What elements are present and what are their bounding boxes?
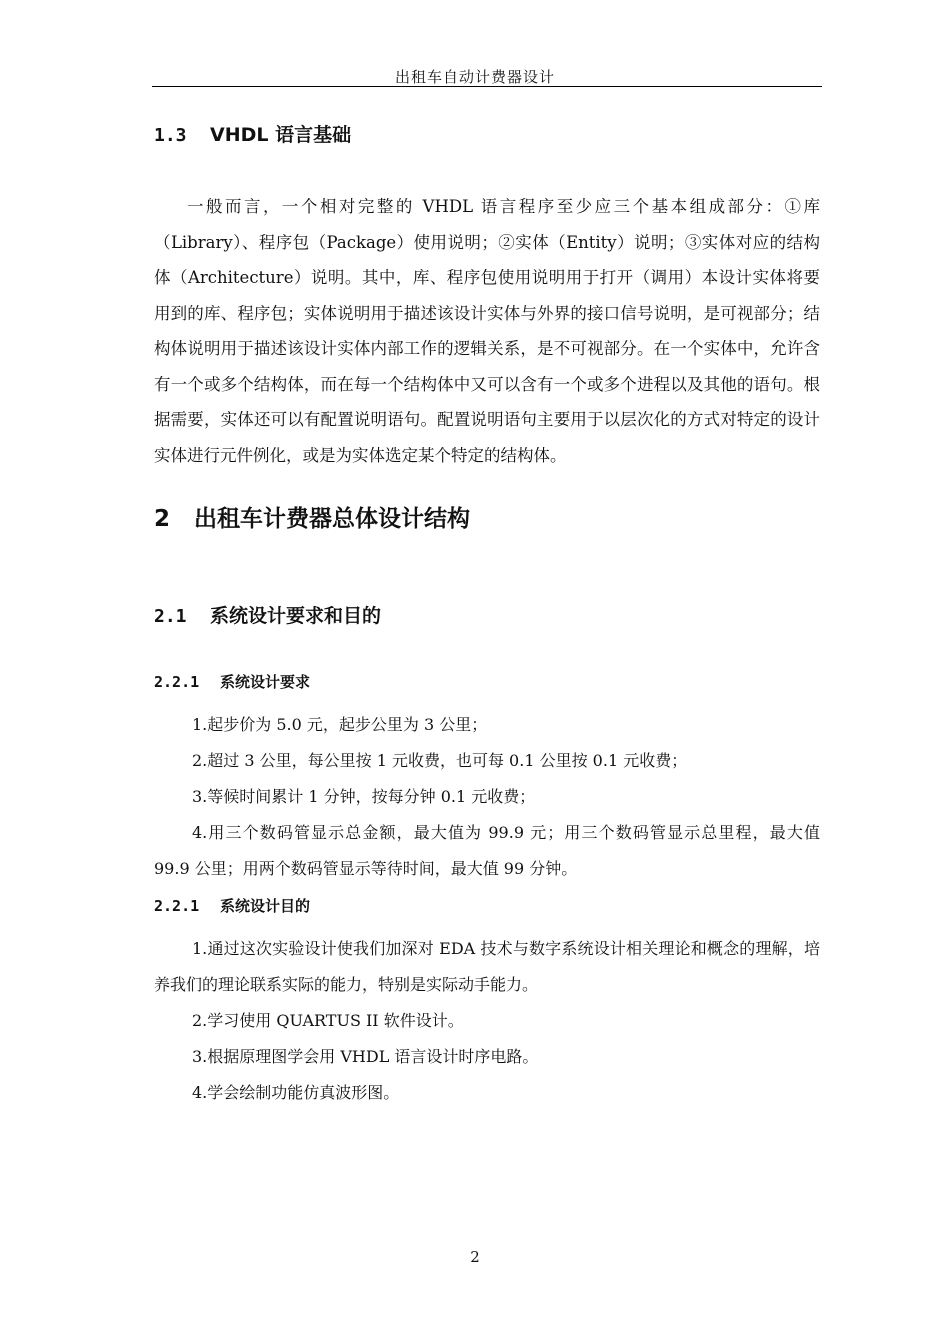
section-number: 1.3 [154, 125, 187, 146]
section-title: 系统设计要求和目的 [210, 605, 382, 627]
chapter-number: 2 [154, 506, 171, 532]
subsection-title: 系统设计要求 [220, 673, 311, 691]
requirement-item: 2.超过 3 公里，每公里按 1 元收费，也可每 0.1 公里按 0.1 元收费； [192, 751, 688, 770]
chapter-heading-2 [154, 499, 820, 539]
vhdl-basics-paragraph: 一般而言，一个相对完整的 VHDL 语言程序至少应三个基本组成部分：①库（Library）、程序包（Package）使用说明；②实体（Entity）说明；③实体对应的结构体（Architecture）说明。其中，库、程序包使用说明用于打开（调用）本设计实体将要用到的库、程序包；实体说明用于描述该设计实体与外界的接口信号说明，是可视部分；结构体说明用于描述该设计实体内部工作的逻辑关系，是不可视部分。在一个实体中，允许含有一个或多个结构体，而在每一个结构体中又可以含有一个或多个进程以及其他的语句。根据需要，实体还可以有配置说明语句。配置说明语句主要用于以层次化的方式对特定的设计实体进行元件例化，或是为实体选定某个特定的结构体。 [154, 197, 820, 465]
subsection-number: 2.2.1 [154, 897, 200, 915]
section-heading-1-3 [154, 118, 820, 152]
requirement-item: 3.等候时间累计 1 分钟，按每分钟 0.1 元收费； [192, 787, 536, 806]
section-title: VHDL 语言基础 [210, 124, 352, 146]
goal-item: 4.学会绘制功能仿真波形图。 [192, 1083, 400, 1102]
requirement-item: 1.起步价为 5.0 元，起步公里为 3 公里； [192, 715, 488, 734]
subsection-heading-goals [154, 891, 820, 921]
goal-item: 1.通过这次实验设计使我们加深对 EDA 技术与数字系统设计相关理论和概念的理解，培养我们的理论联系实际的能力，特别是实际动手能力。 [154, 939, 820, 994]
goal-item: 2.学习使用 QUARTUS II 软件设计。 [192, 1011, 464, 1030]
subsection-title: 系统设计目的 [220, 897, 311, 915]
goal-item: 3.根据原理图学会用 VHDL 语言设计时序电路。 [192, 1047, 539, 1066]
chapter-title: 出租车计费器总体设计结构 [194, 506, 470, 532]
subsection-heading-requirements [154, 667, 820, 697]
page-number: 2 [470, 1248, 480, 1266]
section-number: 2.1 [154, 606, 187, 627]
header-rule [152, 86, 822, 87]
requirement-item: 4.用三个数码管显示总金额，最大值为 99.9 元；用三个数码管显示总里程，最大值 99.9 公里；用两个数码管显示等待时间，最大值 99 分钟。 [154, 823, 820, 878]
page-content [154, 118, 820, 1111]
section-heading-2-1 [154, 599, 820, 633]
subsection-number: 2.2.1 [154, 673, 200, 691]
running-header: 出租车自动计费器设计 [394, 68, 555, 86]
